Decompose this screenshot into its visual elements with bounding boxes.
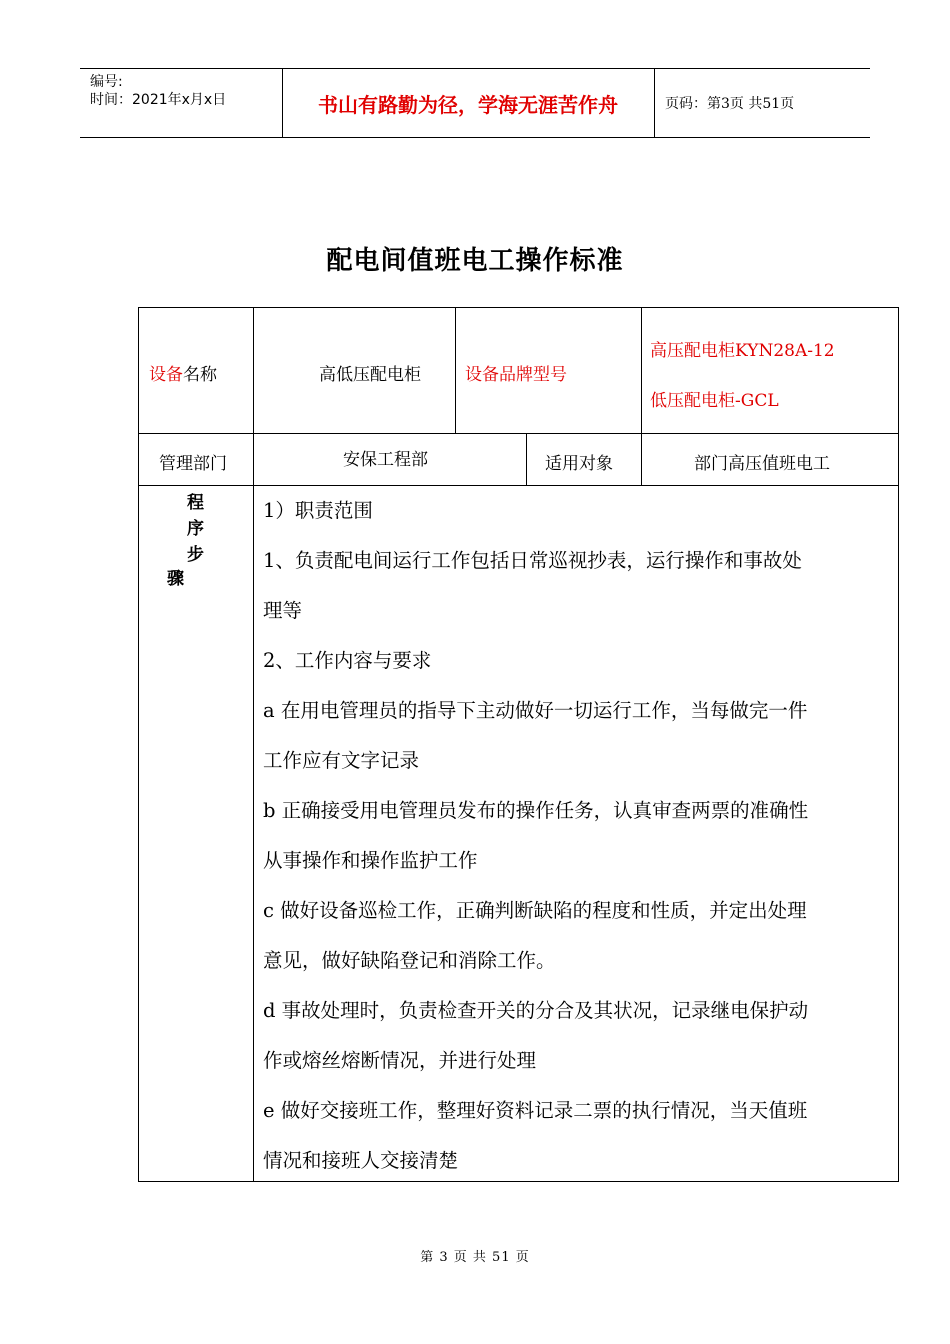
text-line: 从事操作和操作监护工作 bbox=[263, 849, 478, 872]
text-line: 理等 bbox=[263, 599, 303, 622]
text-line: 1）职责范围 bbox=[263, 499, 373, 522]
text-line: 情况和接班人交接清楚 bbox=[263, 1149, 459, 1172]
text-line: a 在用电管理员的指导下主动做好一切运行工作，当每做完一件 bbox=[263, 699, 808, 722]
brand-model-value-low: 低压配电柜-GCL bbox=[650, 391, 779, 411]
col-divider-row1-a bbox=[455, 308, 456, 433]
equipment-name-label bbox=[149, 360, 217, 385]
text-line: 2、工作内容与要求 bbox=[263, 649, 432, 672]
steps-char-4: 骤 bbox=[167, 569, 184, 589]
text-line: c 做好设备巡检工作，正确判断缺陷的程度和性质，并定出处理 bbox=[263, 899, 807, 922]
dept-label: 管理部门 bbox=[159, 454, 227, 474]
text-line: 工作应有文字记录 bbox=[263, 749, 420, 772]
procedure-text bbox=[263, 486, 891, 1186]
serial-label: 编号: bbox=[90, 74, 123, 90]
target-label: 适用对象 bbox=[545, 454, 613, 474]
page-footer: 第 3 页 共 51 页 bbox=[420, 1250, 530, 1265]
col-divider-row2 bbox=[526, 433, 527, 485]
brand-model-value-high: 高压配电柜KYN28A-12 bbox=[650, 341, 835, 361]
col-divider-label bbox=[253, 308, 254, 1181]
steps-label bbox=[139, 486, 254, 589]
equipment-name-label-red: 设备 bbox=[149, 365, 183, 385]
header-meta bbox=[80, 69, 283, 137]
equipment-name-label-rest: 名称 bbox=[183, 365, 217, 385]
steps-char-2: 序 bbox=[187, 519, 204, 539]
steps-char-3: 步 bbox=[187, 545, 204, 565]
time-label: 时间：2021年x月x日 bbox=[90, 92, 227, 108]
target-value: 部门高压值班电工 bbox=[694, 454, 830, 474]
text-line: e 做好交接班工作，整理好资料记录二票的执行情况，当天值班 bbox=[263, 1099, 808, 1122]
text-line: b 正确接受用电管理员发布的操作任务，认真审查两票的准确性 bbox=[263, 799, 809, 822]
dept-value: 安保工程部 bbox=[343, 450, 428, 470]
text-line: 作或熔丝熔断情况，并进行处理 bbox=[263, 1049, 537, 1072]
page-header bbox=[80, 68, 870, 138]
standard-table bbox=[138, 307, 899, 1182]
header-page-info: 页码：第3页 共51页 bbox=[665, 96, 795, 112]
text-line: d 事故处理时，负责检查开关的分合及其状况，记录继电保护动 bbox=[263, 999, 809, 1022]
steps-char-1: 程 bbox=[187, 493, 204, 513]
col-divider-row1-b bbox=[641, 308, 642, 485]
text-line: 1、负责配电间运行工作包括日常巡视抄表，运行操作和事故处 bbox=[263, 549, 802, 572]
equipment-name-value: 高低压配电柜 bbox=[319, 365, 421, 385]
text-line: 意见，做好缺陷登记和消除工作。 bbox=[263, 949, 556, 972]
header-motto: 书山有路勤为径，学海无涯苦作舟 bbox=[282, 69, 655, 137]
brand-model-label: 设备品牌型号 bbox=[465, 365, 567, 385]
document-title: 配电间值班电工操作标准 bbox=[326, 246, 624, 276]
